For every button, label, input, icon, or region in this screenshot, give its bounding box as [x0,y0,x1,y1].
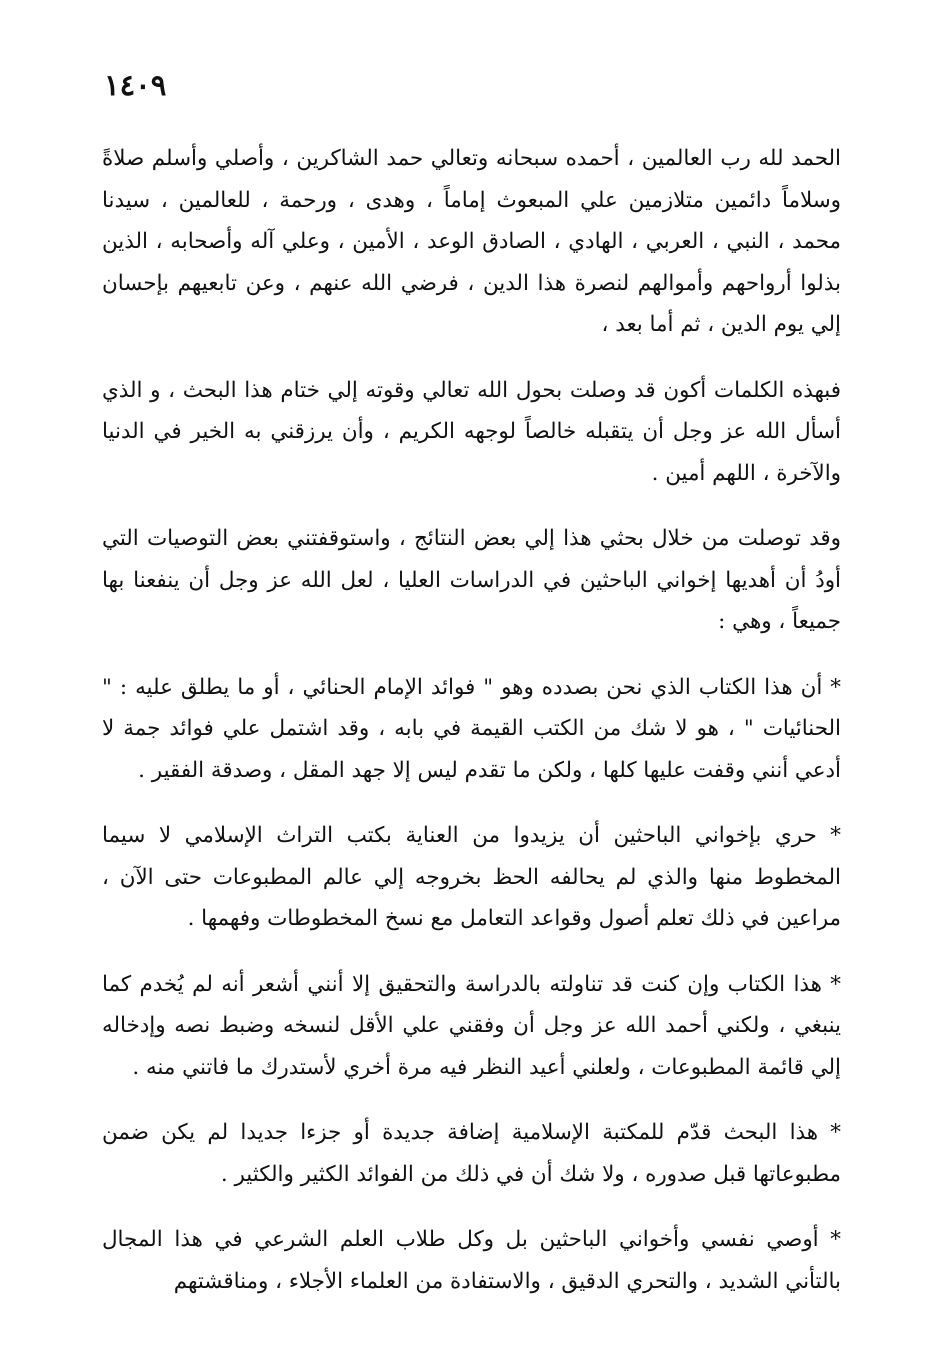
paragraph-recommendation-2: * حري بإخواني الباحثين أن يزيدوا من العناية بكتب التراث الإسلامي لا سيما المخطوط منها والذي لم يحالفه الحظ بخروجه إلي عالم المطبوعات حتى الآن ، مراعين في ذلك تعلم أصول وقواعد التعامل مع نسخ المخطوطات وفهمها . [102,823,841,931]
paragraph-opening-praise: الحمد لله رب العالمين ، أحمده سبحانه وتعالي حمد الشاكرين ، وأصلي وأسلم صلاةً وسلاماً دائمين متلازمين علي المبعوث إماماً ، وهدى ، ورحمة ، للعالمين ، سيدنا محمد ، النبي ، العربي ، الهادي ، الصادق الوعد ، الأمين ، وعلي آله وأصحابه ، الذين بذلوا أرواحهم وأموالهم لنصرة هذا الدين ، فرضي الله عنهم ، وعن تابعيهم بإحسان إلي يوم الدين ، ثم أما بعد ، [102,146,841,337]
paragraph-recommendation-5: * أوصي نفسي وأخواني الباحثين بل وكل طلاب العلم الشرعي في هذا المجال بالتأني الشديد ، والتحري الدقيق ، والاستفادة من العلماء الأجلاء ، ومناقشتهم [102,1227,841,1294]
page-body [102,138,841,1302]
paragraph-conclusion-intro: فبهذه الكلمات أكون قد وصلت بحول الله تعالي وقوته إلي ختام هذا البحث ، و الذي أسأل الله عز وجل أن يتقبله خالصاً لوجهه الكريم ، وأن يرزقني به الخير في الدنيا والآخرة ، اللهم أمين . [102,377,841,486]
page-number: ١٤٠٩ [104,68,167,102]
paragraph-recommendation-1: * أن هذا الكتاب الذي نحن بصدده وهو " فوائد الإمام الحنائي ، أو ما يطلق عليه : " الحنائيات " ، هو لا شك من الكتب القيمة في بابه ، وقد اشتمل علي فوائد جمة لا أدعي أنني وقفت عليها كلها ، ولكن ما تقدم ليس إلا جهد المقل ، وصدقة الفقير . [102,674,841,783]
paragraph-recommendation-4: * هذا البحث قدّم للمكتبة الإسلامية إضافة جديدة أو جزءا جديدا لم يكن ضمن مطبوعاتها قبل صدوره ، ولا شك أن في ذلك من الفوائد الكثير والكثير . [102,1120,841,1187]
paragraph-recommendation-3: * هذا الكتاب وإن كنت قد تناولته بالدراسة والتحقيق إلا أنني أشعر أنه لم يُخدم كما ينبغي ، ولكني أحمد الله عز وجل أن وفقني علي الأقل لنسخه وضبط نصه وإدخاله إلي قائمة المطبوعات ، ولعلني أعيد النظر فيه مرة أخري لأستدرك ما فاتني منه . [102,971,841,1080]
paragraph-results-intro: وقد توصلت من خلال بحثي هذا إلي بعض النتائج ، واستوقفتني بعض التوصيات التي أودُ أن أهديها إخواني الباحثين في الدراسات العليا ، لعل الله عز وجل أن ينفعنا بها جميعاً ، وهي : [102,526,841,634]
